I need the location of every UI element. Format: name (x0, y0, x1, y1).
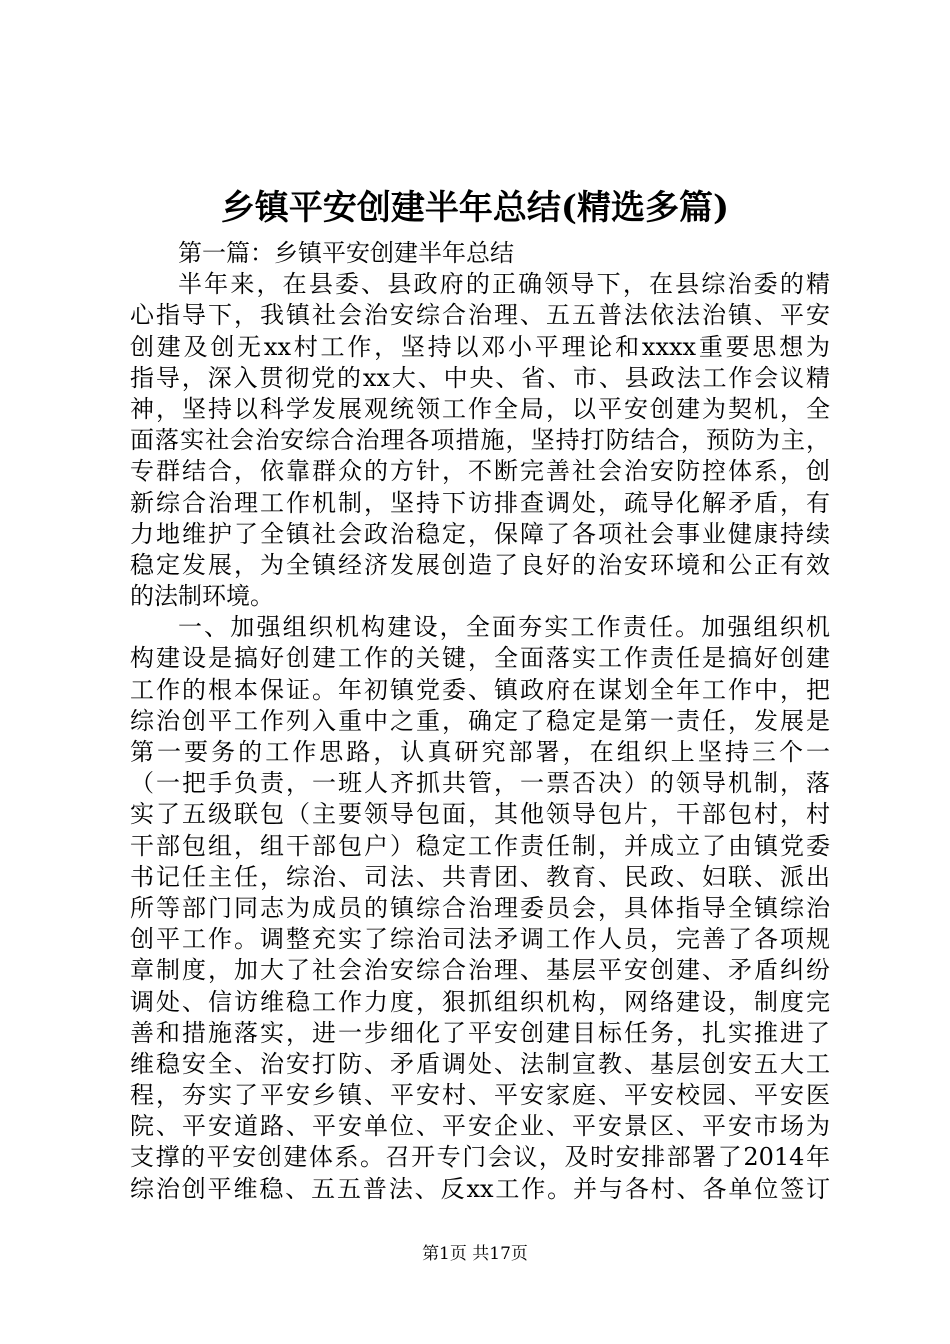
text-line: 综治创平维稳、五五普法、反xx工作。并与各村、各单位签订 (130, 1174, 830, 1203)
section-heading: 第一篇：乡镇平安创建半年总结 (178, 239, 514, 267)
document-title: 乡镇平安创建半年总结(精选多篇) (220, 188, 730, 228)
text-line: 一、加强组织机构建设，全面夯实工作责任。加强组织机 (178, 613, 830, 642)
page-number-footer: 第1页 共17页 (422, 1244, 528, 1264)
text-line: 稳定发展，为全镇经济发展创造了良好的治安环境和公正有效 (130, 550, 830, 579)
text-line: （一把手负责，一班人齐抓共管，一票否决）的领导机制，落 (130, 769, 830, 798)
text-line: 程，夯实了平安乡镇、平安村、平安家庭、平安校园、平安医 (130, 1081, 830, 1110)
text-line: 支撑的平安创建体系。召开专门会议，及时安排部署了2014年 (130, 1143, 830, 1172)
text-line: 的法制环境。 (130, 582, 274, 611)
text-line: 院、平安道路、平安单位、平安企业、平安景区、平安市场为 (130, 1112, 830, 1141)
text-line: 半年来，在县委、县政府的正确领导下，在县综治委的精 (178, 270, 830, 299)
text-line: 神，坚持以科学发展观统领工作全局，以平安创建为契机，全 (130, 394, 830, 423)
text-line: 调处、信访维稳工作力度，狠抓组织机构，网络建设，制度完 (130, 987, 830, 1016)
text-line: 构建设是搞好创建工作的关键，全面落实工作责任是搞好创建 (130, 644, 830, 673)
text-line: 实了五级联包（主要领导包面，其他领导包片，干部包村，村 (130, 800, 830, 829)
text-line: 章制度，加大了社会治安综合治理、基层平安创建、矛盾纠纷 (130, 956, 830, 985)
text-line: 专群结合，依靠群众的方针，不断完善社会治安防控体系，创 (130, 457, 830, 486)
text-line: 书记任主任，综治、司法、共青团、教育、民政、妇联、派出 (130, 862, 830, 891)
text-line: 维稳安全、治安打防、矛盾调处、法制宣教、基层创安五大工 (130, 1049, 830, 1078)
text-line: 力地维护了全镇社会政治稳定，保障了各项社会事业健康持续 (130, 519, 830, 548)
document-body (130, 238, 830, 1205)
text-line: 心指导下，我镇社会治安综合治理、五五普法依法治镇、平安 (130, 301, 830, 330)
text-line: 指导，深入贯彻党的xx大、中央、省、市、县政法工作会议精 (130, 363, 830, 392)
text-line: 新综合治理工作机制，坚持下访排查调处，疏导化解矛盾，有 (130, 488, 830, 517)
text-line: 所等部门同志为成员的镇综合治理委员会，具体指导全镇综治 (130, 893, 830, 922)
text-line: 干部包组，组干部包户）稳定工作责任制，并成立了由镇党委 (130, 831, 830, 860)
text-line: 创平工作。调整充实了综治司法矛调工作人员，完善了各项规 (130, 925, 830, 954)
text-line: 第一要务的工作思路，认真研究部署，在组织上坚持三个一 (130, 738, 830, 766)
text-line: 创建及创无xx村工作，坚持以邓小平理论和xxxx重要思想为 (130, 332, 830, 361)
text-line: 工作的根本保证。年初镇党委、镇政府在谋划全年工作中，把 (130, 675, 830, 704)
text-line: 综治创平工作列入重中之重，确定了稳定是第一责任，发展是 (130, 706, 830, 735)
text-line: 面落实社会治安综合治理各项措施，坚持打防结合，预防为主， (130, 426, 830, 455)
text-line: 善和措施落实，进一步细化了平安创建目标任务，扎实推进了 (130, 1018, 830, 1047)
